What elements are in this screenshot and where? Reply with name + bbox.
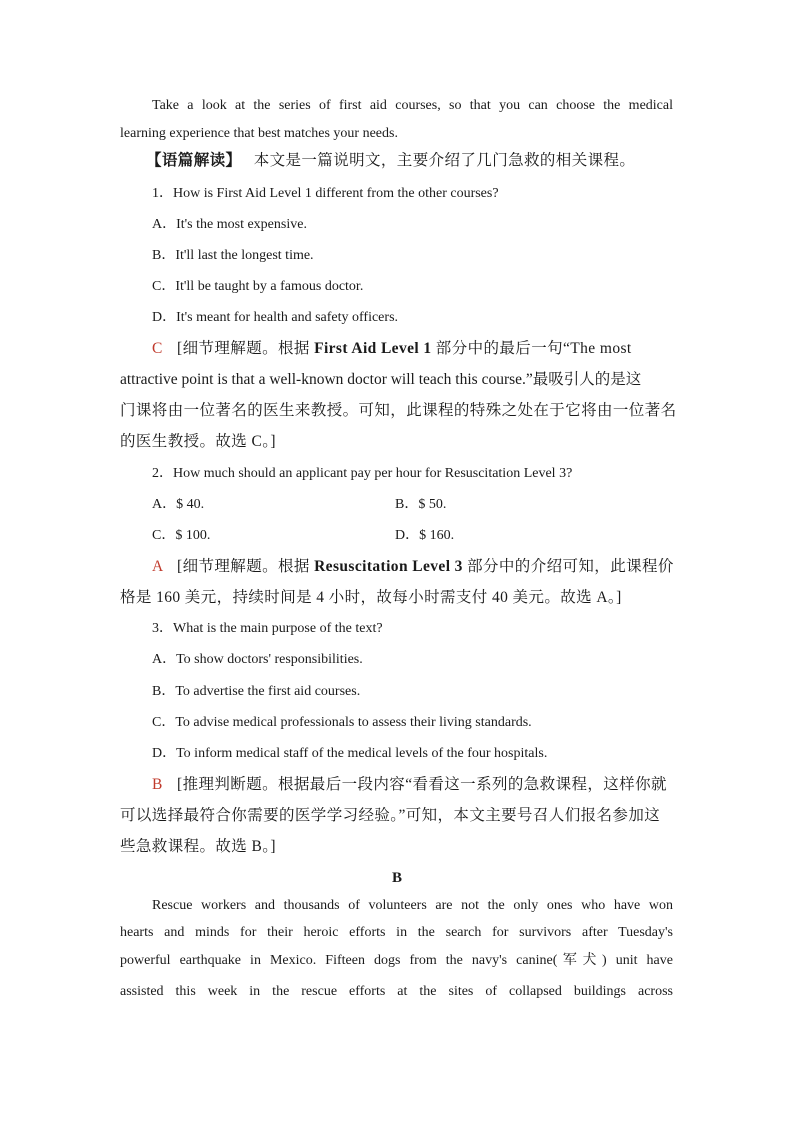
question-2-option-c: C．$ 100. xyxy=(152,528,211,543)
intro-line-2: learning experience that best matches your needs. xyxy=(120,126,398,141)
explanation-emphasis: Resuscitation Level 3 xyxy=(314,558,463,575)
question-2-option-b: B．$ 50. xyxy=(395,497,447,512)
question-3-option-d: D．To inform medical staff of the medical levels of the four hospitals. xyxy=(152,746,548,761)
passage-line-4: assisted this week in the rescue efforts at the sites of collapsed buildings across xyxy=(120,984,673,999)
question-1-option-a: A．It's the most expensive. xyxy=(152,217,307,232)
reading-guide-text: 本文是一篇说明文，主要介绍了几门急救的相关课程。 xyxy=(253,152,636,169)
reading-guide xyxy=(146,151,699,171)
question-3-explanation-line-2: 可以选择最符合你需要的医学学习经验。”可知，本文主要号召人们报名参加这 xyxy=(120,807,661,824)
explanation-text: [细节理解题。根据 xyxy=(177,558,315,575)
intro-line-1: Take a look at the series of first aid courses, so that you can choose the medical xyxy=(152,98,673,113)
question-3-answer: B xyxy=(152,776,163,793)
question-3-option-c: C．To advise medical professionals to assess their living standards. xyxy=(152,715,532,730)
section-heading: B xyxy=(391,870,402,886)
question-1-explanation-line-1 xyxy=(152,339,673,359)
explanation-text: [细节理解题。根据 xyxy=(177,340,315,357)
question-3-option-a: A．To show doctors' responsibilities. xyxy=(152,652,363,667)
question-1-stem: 1．How is First Aid Level 1 different from the other courses? xyxy=(152,186,499,201)
question-2-explanation-line-2: 格是 160 美元，持续时间是 4 小时，故每小时需支付 40 美元。故选 A。] xyxy=(120,589,622,606)
question-1-explanation-line-3: 门课将由一位著名的医生来教授。可知，此课程的特殊之处在于它将由一位著名 xyxy=(120,402,677,419)
question-1-option-b: B．It'll last the longest time. xyxy=(152,248,314,263)
passage-line-3: powerful earthquake in Mexico. Fifteen dogs from the navy's canine(军犬) unit have xyxy=(120,953,673,968)
explanation-text: 部分中的最后一句“The most xyxy=(431,340,632,357)
reading-guide-label: 【语篇解读】 xyxy=(146,152,242,169)
question-1-explanation-line-4: 的医生教授。故选 C。] xyxy=(120,433,276,450)
question-1-option-d: D．It's meant for health and safety officers. xyxy=(152,310,399,325)
question-1-explanation-line-2: attractive point is that a well-known doctor will teach this course.”最吸引人的是这 xyxy=(120,371,642,388)
question-1-option-c: C．It'll be taught by a famous doctor. xyxy=(152,279,364,294)
question-2-stem: 2．How much should an applicant pay per hour for Resuscitation Level 3? xyxy=(152,466,573,481)
question-3-explanation-line-1 xyxy=(152,775,673,795)
question-2-answer: A xyxy=(152,558,163,575)
passage-line-2: hearts and minds for their heroic efforts in the search for survivors after Tuesday's xyxy=(120,925,673,940)
question-2-option-a: A．$ 40. xyxy=(152,497,205,512)
question-3-stem: 3．What is the main purpose of the text? xyxy=(152,621,383,636)
question-2-options-row-1 xyxy=(152,495,673,515)
question-2-explanation-line-1 xyxy=(152,557,673,577)
question-1-answer: C xyxy=(152,340,163,357)
question-3-explanation-line-3: 些急救课程。故选 B。] xyxy=(120,838,276,855)
explanation-text: [推理判断题。根据最后一段内容“看看这一系列的急救课程，这样你就 xyxy=(177,776,667,793)
question-3-option-b: B．To advertise the first aid courses. xyxy=(152,684,361,699)
explanation-text: 部分中的介绍可知，此课程价 xyxy=(462,558,674,575)
passage-line-1: Rescue workers and thousands of volunteers are not the only ones who have won xyxy=(152,898,673,913)
question-2-option-d: D．$ 160. xyxy=(395,528,455,543)
explanation-emphasis: First Aid Level 1 xyxy=(314,340,432,357)
question-2-options-row-2 xyxy=(152,526,673,546)
